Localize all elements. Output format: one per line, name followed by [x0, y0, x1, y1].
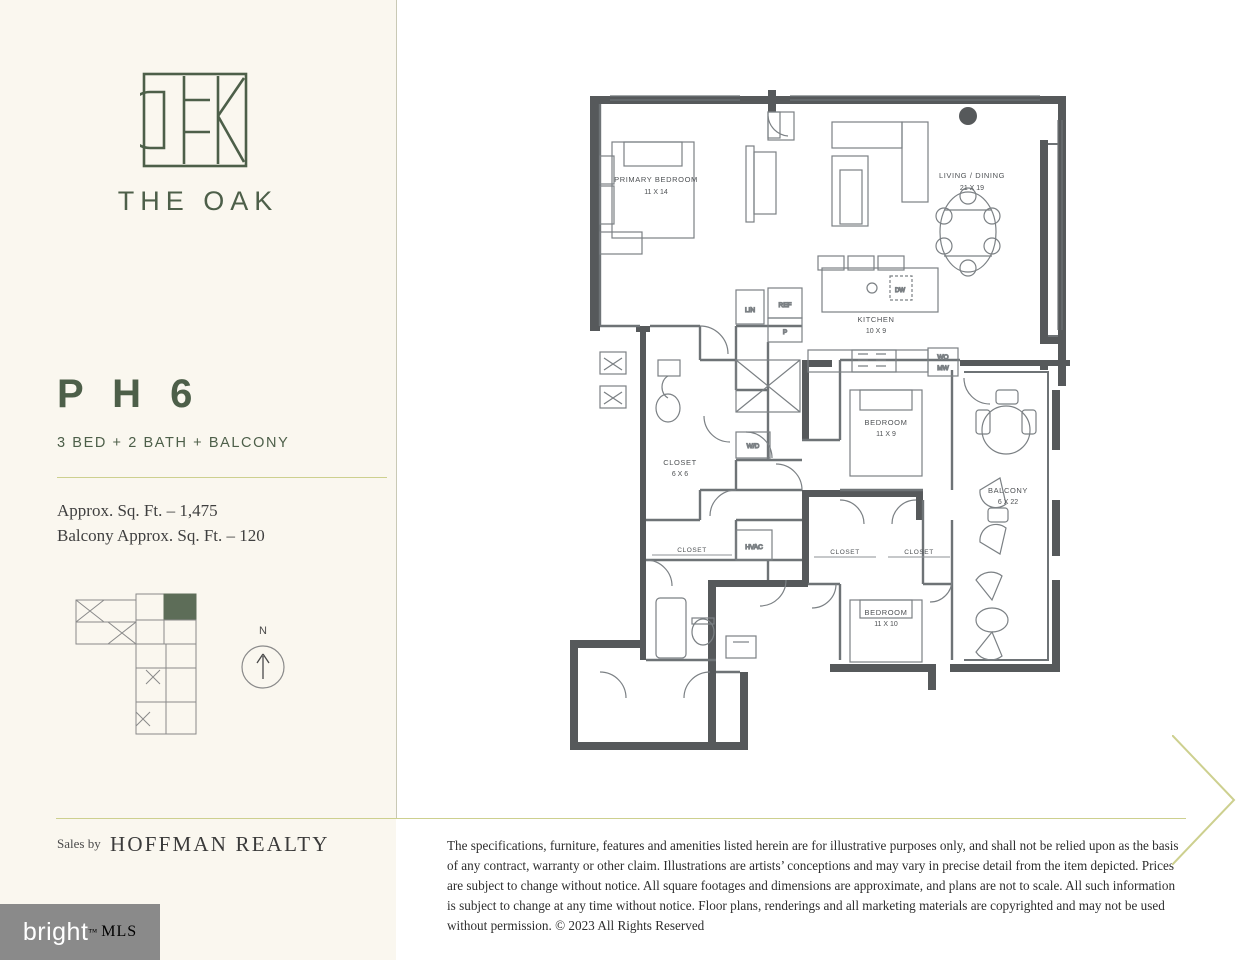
kitchen-wo-label: WO [937, 354, 949, 361]
approx-sqft: Approx. Sq. Ft. – 1,475 [57, 501, 218, 520]
realty-name: HOFFMAN REALTY [110, 832, 330, 856]
divider-olive [57, 477, 387, 478]
unit-subtitle: 3 BED + 2 BATH + BALCONY [57, 435, 290, 451]
floor-plan-drawing [540, 60, 1100, 750]
room-dims-balcony: 6 X 22 [997, 499, 1019, 506]
disclaimer-text: The specifications, furniture, features and amenities listed herein are for illustrative purposes only, and shall not be relied upon as the basis of any contract, warranty or other claim. Illustrations are artists’ conceptions and may vary in precise detail from the item depicted. Prices are subject to change without notice. All square footages and dimensions are approximate, and plans are not to scale. All such information is subject to change at any time without notice. Floor plans, renderings and all marketing materials are copyrighted and may not be used without permission. © 2023 All Rights Reserved [447, 838, 1179, 933]
room-label-bedroom-2: BEDROOM [864, 418, 908, 427]
room-label-kitchen: KITCHEN [857, 315, 895, 324]
washer-dryer-label: W/D [746, 443, 760, 450]
room-label-balcony: BALCONY [987, 486, 1029, 495]
sales-by-label: Sales by [57, 836, 101, 851]
kitchen-dw-label: DW [895, 288, 905, 294]
room-label-bedroom-3: BEDROOM [864, 608, 908, 617]
room-dims-bedroom-2: 11 X 9 [876, 431, 896, 438]
room-dims-kitchen: 10 X 9 [865, 328, 887, 335]
key-plan-icon [68, 592, 208, 742]
ref-label: REF [778, 302, 792, 309]
bright-mls-watermark [0, 904, 160, 960]
room-label-living-dining: LIVING / DINING [938, 171, 1006, 180]
page-corner-chevron [1172, 735, 1242, 865]
kitchen-mw-label: MW [937, 365, 949, 372]
linen-label: LIN [744, 307, 756, 314]
closet-label-2: CLOSET [830, 549, 860, 556]
room-label-closet-primary: CLOSET [663, 458, 697, 467]
room-dims-closet-primary: 6 X 6 [671, 471, 689, 478]
hvac-label: HVAC [745, 544, 763, 551]
room-label-primary-bedroom: PRIMARY BEDROOM [614, 175, 698, 184]
square-footage-block [57, 498, 265, 548]
footer-rule [56, 818, 1186, 819]
closet-label-3: CLOSET [904, 549, 934, 556]
north-label: N [259, 625, 267, 637]
oak-logo-icon [140, 70, 250, 170]
pantry-label: P [782, 329, 788, 336]
room-dims-primary-bedroom: 11 X 14 [644, 189, 668, 196]
page-title: P H 6 [57, 372, 202, 416]
closet-label-1: CLOSET [677, 547, 707, 554]
north-indicator [238, 625, 288, 705]
watermark-mls: MLS [101, 923, 138, 940]
balcony-sqft: Balcony Approx. Sq. Ft. – 120 [57, 526, 265, 545]
room-dims-bedroom-3: 11 X 10 [874, 621, 898, 628]
brand-name: THE OAK [117, 186, 279, 216]
watermark-tm: ™ [88, 927, 98, 937]
room-dims-living-dining: 21 X 19 [959, 185, 985, 192]
panel-divider [396, 0, 397, 818]
watermark-text: bright [22, 917, 89, 946]
